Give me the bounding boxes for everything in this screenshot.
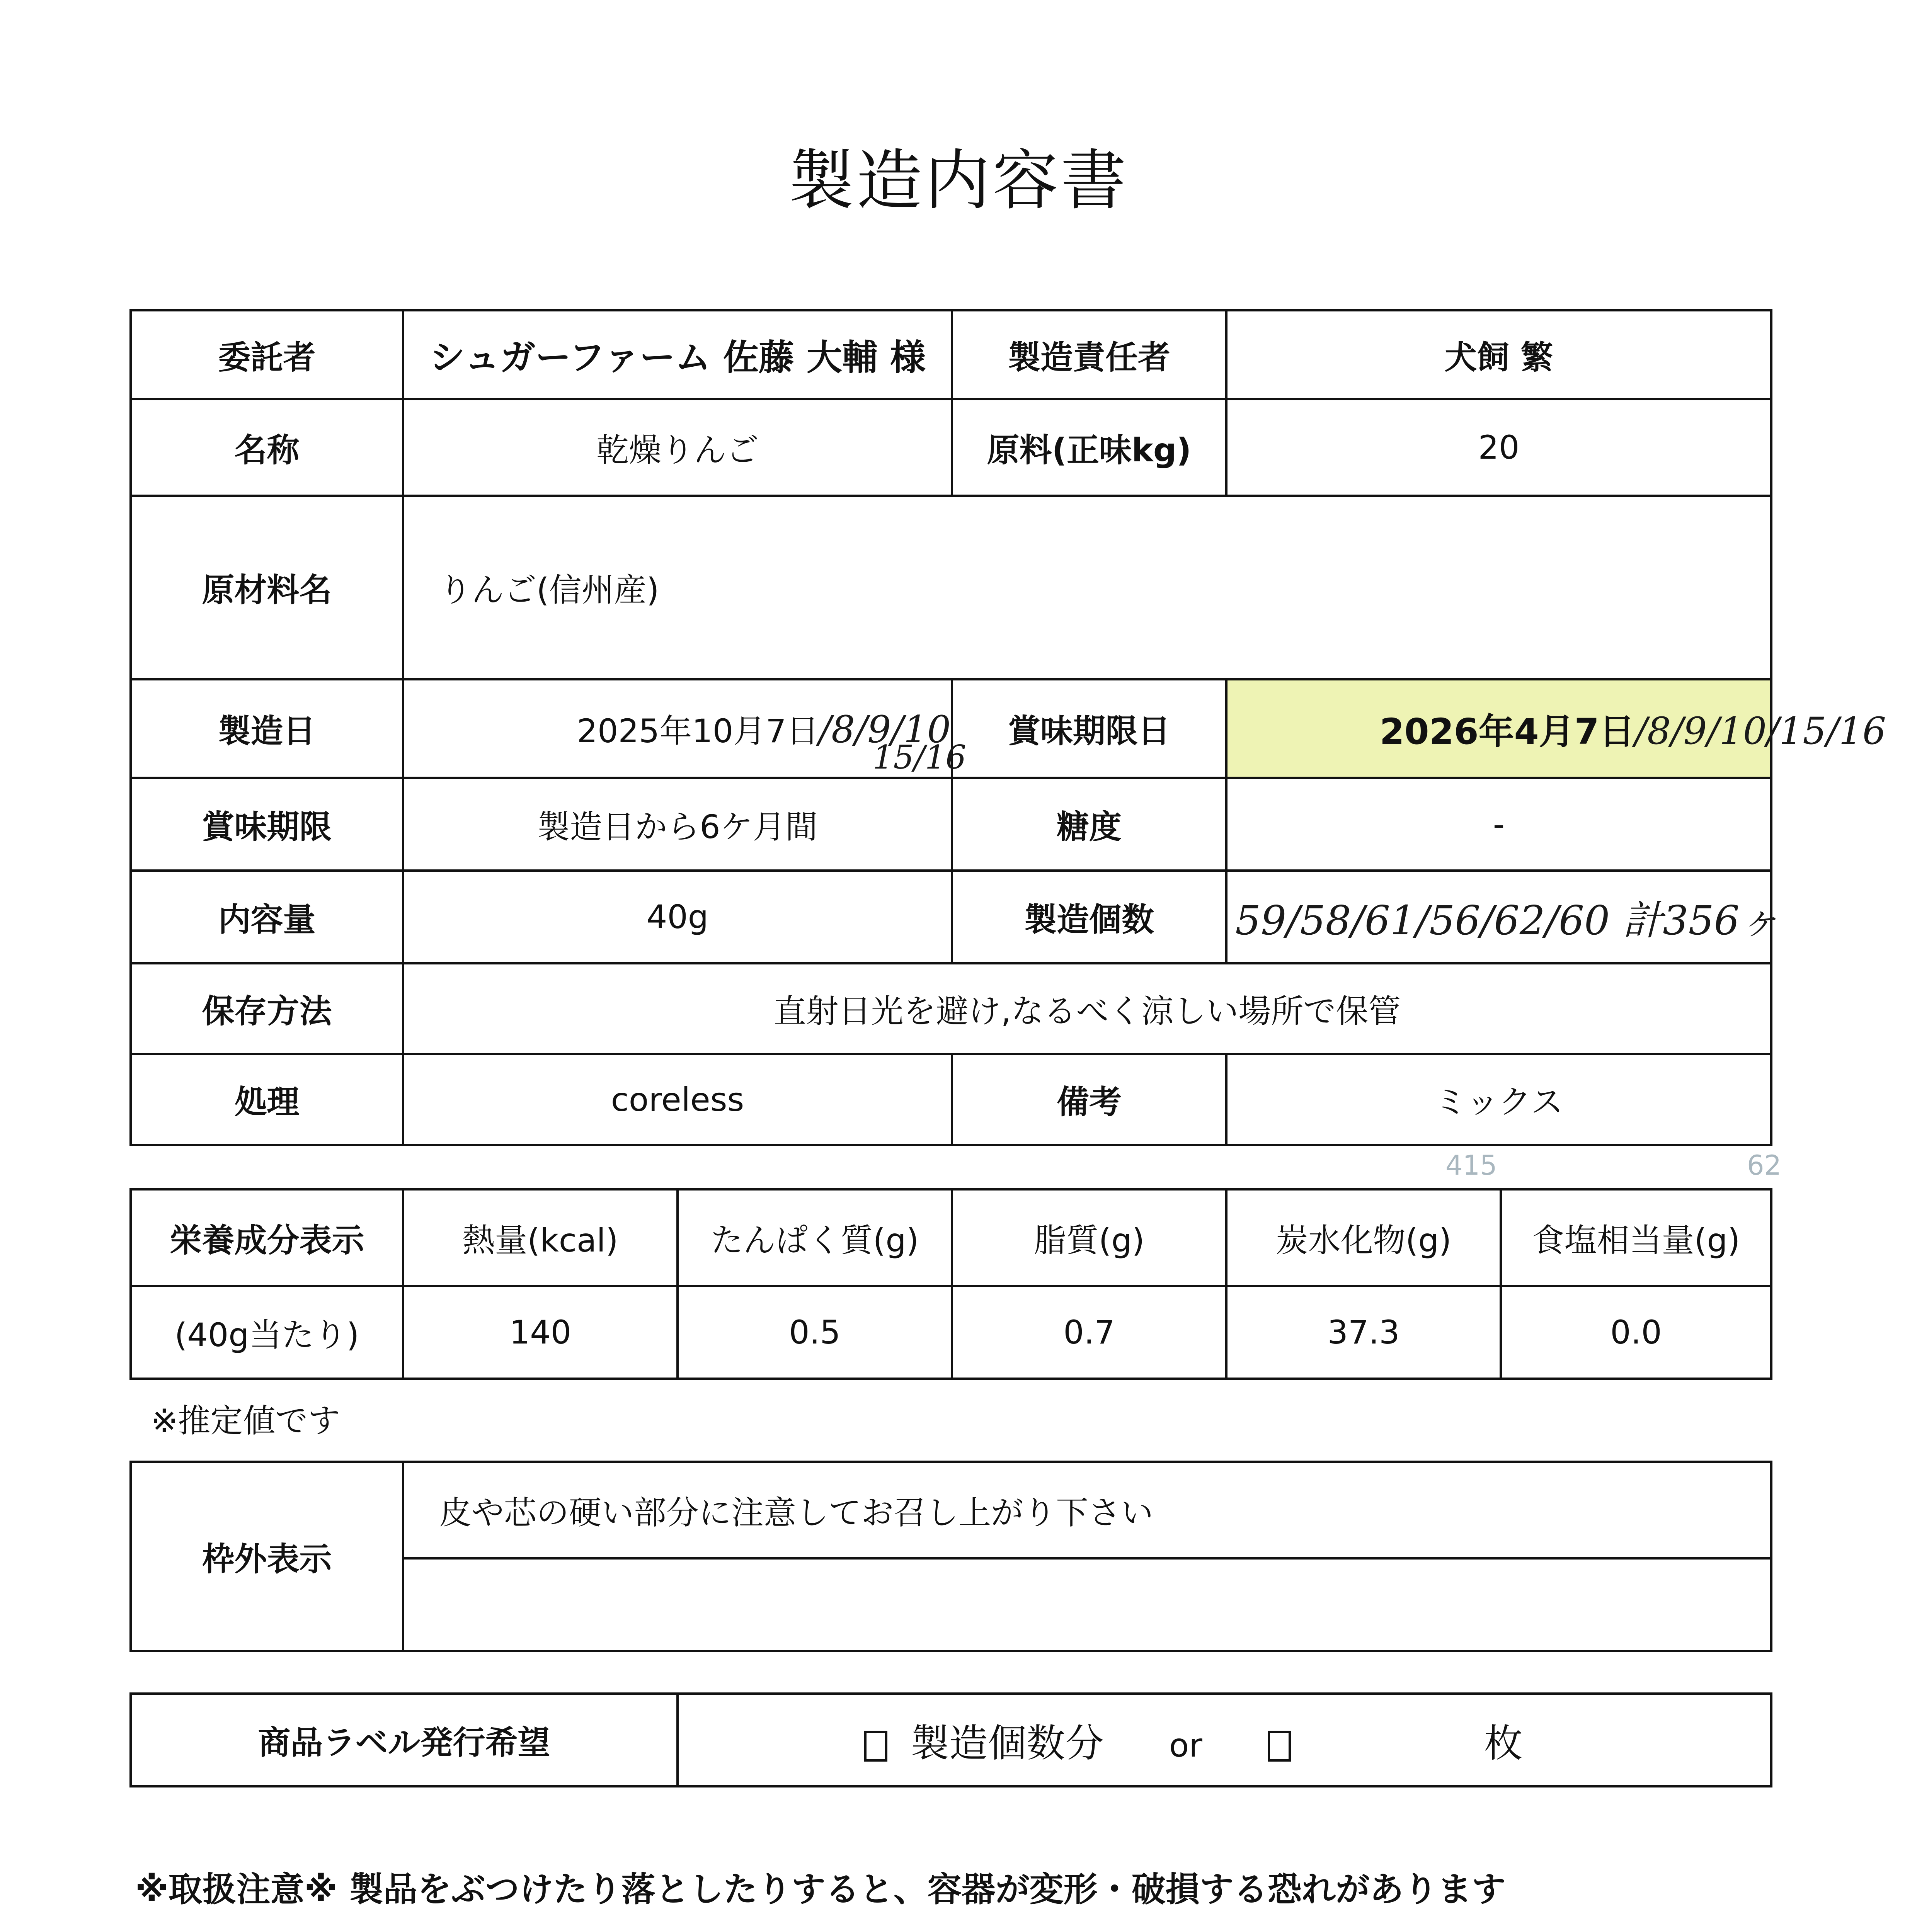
label-request-label: 商品ラベル発行希望 <box>131 1694 678 1786</box>
or-text: or <box>1169 1726 1202 1764</box>
nutrition-col-protein: たんぱく質(g) <box>678 1189 952 1286</box>
nutrition-col-carbs: 炭水化物(g) <box>1226 1189 1501 1286</box>
best-before-handwritten: /8/9/10/15/16 <box>1634 709 1886 753</box>
ingredients-value: りんご(信州産) <box>403 496 1771 679</box>
label-request-options <box>678 1694 1771 1786</box>
sugar-label: 糖度 <box>952 778 1226 871</box>
option1-label: 製造個数分 <box>911 1721 1104 1766</box>
outer-label-line1: 皮や芯の硬い部分に注意してお召し上がり下さい <box>403 1462 1771 1558</box>
nutrition-basis-label: (40g当たり) <box>131 1286 403 1379</box>
content-value: 40g <box>403 871 952 963</box>
option2-suffix: 枚 <box>1484 1721 1523 1766</box>
ingredients-label: 原材料名 <box>131 496 403 679</box>
name-value: 乾燥りんご <box>403 399 952 496</box>
mfg-date-cell <box>403 679 966 778</box>
nutrition-table <box>129 1188 1772 1380</box>
faint-number-2: 62 <box>1747 1150 1782 1181</box>
shelf-life-value: 製造日から6ケ月間 <box>403 778 952 871</box>
option1-checkbox[interactable] <box>864 1731 887 1762</box>
quantity-label: 製造個数 <box>952 871 1226 963</box>
option2-checkbox[interactable] <box>1268 1731 1291 1762</box>
content-label: 内容量 <box>131 871 403 963</box>
storage-label: 保存方法 <box>131 963 403 1054</box>
storage-value: 直射日光を避け,なるべく涼しい場所で保管 <box>403 963 1771 1054</box>
mfg-date-label: 製造日 <box>131 679 403 778</box>
raw-weight-value: 20 <box>1226 399 1771 496</box>
nutrition-value-protein: 0.5 <box>678 1286 952 1379</box>
outer-label-line2 <box>403 1558 1771 1651</box>
outer-label-table <box>129 1461 1772 1652</box>
nutrition-value-carbs: 37.3 <box>1226 1286 1501 1379</box>
shelf-life-label: 賞味期限 <box>131 778 403 871</box>
processing-value: coreless <box>403 1054 952 1145</box>
nutrition-value-energy: 140 <box>403 1286 678 1379</box>
best-before-label: 賞味期限日 <box>952 679 1226 778</box>
best-before-value: 2026年4月7日 <box>1379 711 1635 752</box>
nutrition-col-salt: 食塩相当量(g) <box>1501 1189 1771 1286</box>
note-item: ※取扱注意※ 製品をぶつけたり落としたりすると、容器が変形・破損する恐れがあります <box>135 1869 1506 1909</box>
nutrition-value-salt: 0.0 <box>1501 1286 1771 1379</box>
estimate-note: ※推定値です <box>151 1402 340 1440</box>
document-title: 製造内容書 <box>788 143 1129 219</box>
quantity-handwritten: 59/58/61/56/62/60 計356ヶ <box>1226 871 1771 963</box>
nutrition-header-label: 栄養成分表示 <box>131 1189 403 1286</box>
remarks-label: 備考 <box>952 1054 1226 1145</box>
processing-label: 処理 <box>131 1054 403 1145</box>
raw-weight-label: 原料(正味kg) <box>952 399 1226 496</box>
consignor-label: 委託者 <box>131 310 403 399</box>
name-label: 名称 <box>131 399 403 496</box>
manager-value: 犬飼 繁 <box>1226 310 1771 399</box>
consignor-value: シュガーファーム 佐藤 大輔 様 <box>403 310 952 399</box>
nutrition-value-fat: 0.7 <box>952 1286 1226 1379</box>
mfg-date-handwritten: /8/9/10 <box>819 708 951 751</box>
mfg-date-value: 2025年10月7日 <box>577 712 819 750</box>
faint-number-1: 415 <box>1445 1150 1497 1181</box>
nutrition-col-fat: 脂質(g) <box>952 1189 1226 1286</box>
nutrition-col-energy: 熱量(kcal) <box>403 1189 678 1286</box>
manager-label: 製造責任者 <box>952 310 1226 399</box>
mfg-date-handwritten-line2: 15/16 <box>872 738 966 776</box>
best-before-cell <box>1226 679 1886 778</box>
remarks-value: ミックス <box>1226 1054 1771 1145</box>
label-request-table <box>129 1692 1772 1787</box>
main-info-table <box>129 309 1886 1146</box>
outer-label-label: 枠外表示 <box>131 1462 403 1651</box>
sugar-value: - <box>1226 778 1771 871</box>
